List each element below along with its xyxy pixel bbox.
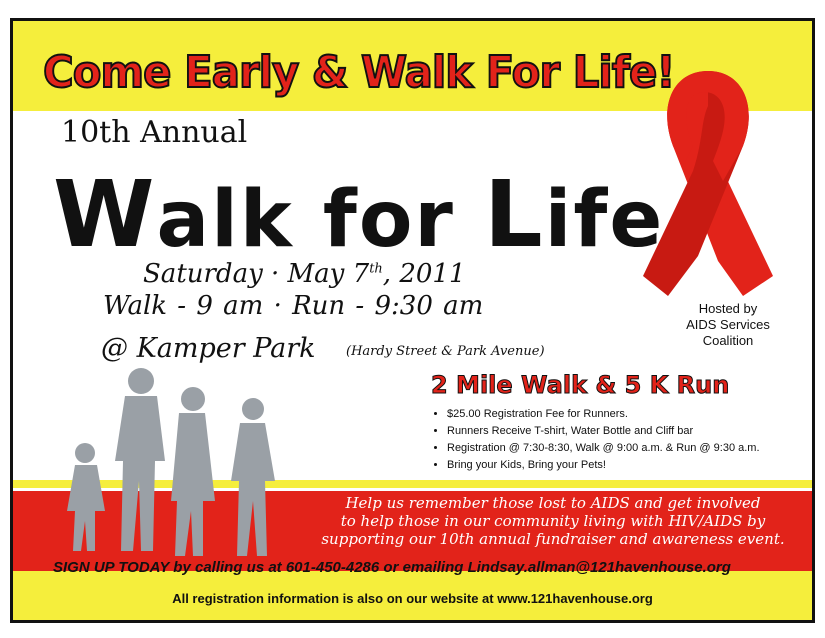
event-location-detail: (Hardy Street & Park Avenue) [346,344,545,359]
race-heading: 2 Mile Walk & 5 K Run [431,371,730,399]
details-list [433,406,760,474]
website-line: All registration information is also on our website at www.121havenhouse.org [172,591,653,606]
event-date [143,259,466,289]
appeal-line: supporting our 10th annual fundraiser and awareness event. [321,530,785,548]
appeal-line: to help those in our community living with HIV/AIDS by [340,512,766,530]
hosted-by [658,301,798,349]
headline: Come Early & Walk For Life! [43,47,675,98]
event-location: @ Kamper Park [101,333,316,364]
event-times: Walk - 9 am · Run - 9:30 am [103,291,484,321]
hosted-line: Coalition [702,333,754,348]
date-sup: th [369,261,383,277]
title-w: W [53,161,157,268]
signup-line: SIGN UP TODAY by calling us at 601-450-4286 or emailing Lindsay.allman@121havenhouse.org [53,559,731,576]
title-part1: alk for [156,175,485,265]
family-silhouette-icon [53,361,313,561]
appeal-text [293,494,813,548]
flyer [10,18,815,623]
appeal-line: Help us remember those lost to AIDS and get involved [345,494,761,512]
list-item: • Runners Receive T-shirt, Water Bottle and Cliff bar [447,423,760,440]
annual-label: 10th Annual [61,115,248,150]
hosted-line: AIDS Services [686,317,770,332]
list-item: • $25.00 Registration Fee for Runners. [447,406,760,423]
title-part2: ife [544,175,665,265]
title-l: L [484,161,545,268]
list-item: • Registration @ 7:30-8:30, Walk @ 9:00 a.m. & Run @ 9:30 a.m. [447,440,760,457]
date-pre: Saturday · May 7 [143,259,370,289]
list-item: • Bring your Kids, Bring your Pets! [447,457,760,474]
hosted-line: Hosted by [698,301,758,316]
date-post: , 2011 [382,259,466,289]
event-title [53,161,664,268]
